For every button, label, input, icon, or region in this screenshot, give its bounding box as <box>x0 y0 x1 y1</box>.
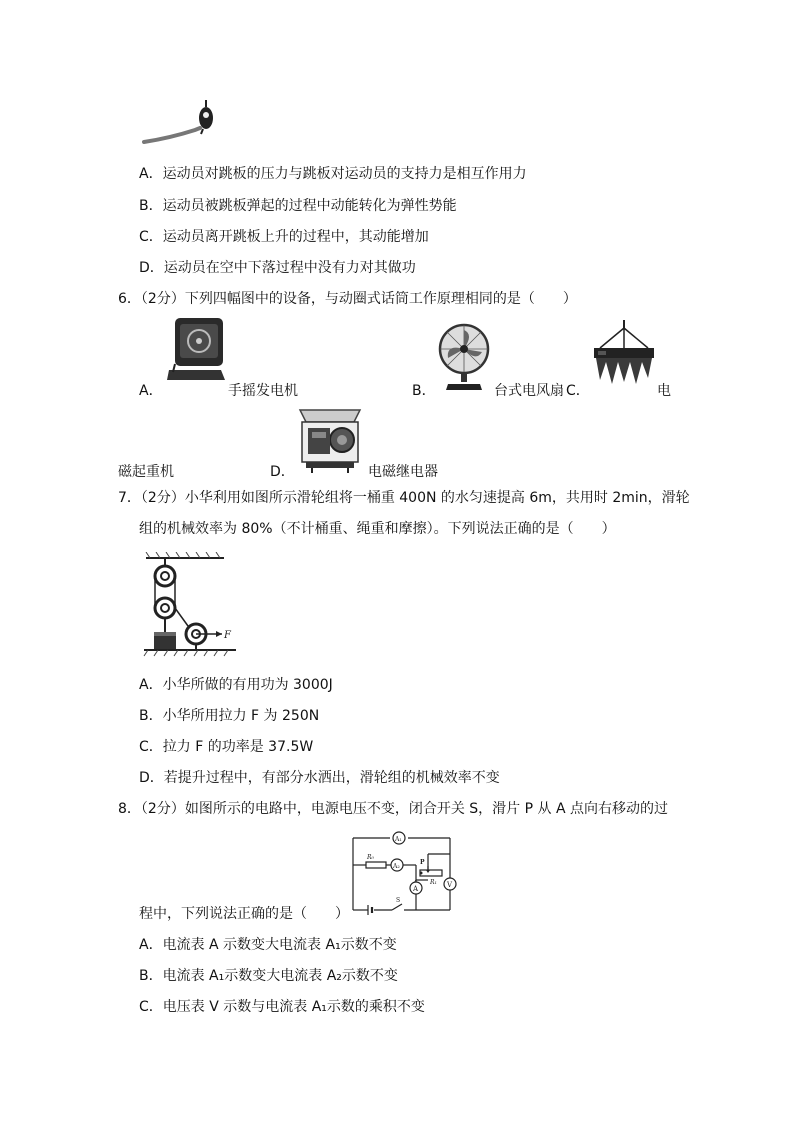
q6-option-c-caption-part1: 电 <box>657 383 671 399</box>
q6-option-b-caption: 台式电风扇 <box>494 383 564 399</box>
q6-option-d-caption: 电磁继电器 <box>368 464 438 480</box>
ammeter-a1-label: A₁ <box>395 836 402 843</box>
q7-option-c: C．拉力 F 的功率是 37.5W <box>139 739 314 755</box>
q7-option-b: B．小华所用拉力 F 为 250N <box>139 708 320 724</box>
circuit-diagram <box>350 830 462 916</box>
q8-option-b: B．电流表 A₁示数变大电流表 A₂示数不变 <box>139 968 398 984</box>
q5-option-d: D．运动员在空中下落过程中没有力对其做功 <box>139 260 416 276</box>
q8-option-a: A．电流表 A 示数变大电流表 A₁示数不变 <box>139 937 397 953</box>
hand-generator-image <box>163 316 227 386</box>
q5-option-b: B．运动员被跳板弹起的过程中动能转化为弹性势能 <box>139 198 457 214</box>
q6-stem: 6．（2分）下列四幅图中的设备，与动圈式话筒工作原理相同的是（ ） <box>118 291 577 307</box>
pulley-force-label: F <box>224 630 231 641</box>
voltmeter-v-label: V <box>447 881 453 889</box>
q6-option-c-caption-part2: 磁起重机 <box>118 464 174 480</box>
pulley-figure <box>140 552 250 658</box>
electromagnetic-crane-image <box>588 318 658 388</box>
springboard <box>144 128 200 142</box>
q6-option-a-caption: 手摇发电机 <box>228 383 298 399</box>
q7-stem-line1: 7．（2分）小华利用如图所示滑轮组将一桶重 400N 的水匀速提高 6m，共用时 2min，滑轮 <box>118 490 690 506</box>
relay-image <box>296 404 364 474</box>
q7-stem-line2: 组的机械效率为 80%（不计桶重、绳重和摩擦）。下列说法正确的是（ ） <box>139 521 616 537</box>
desk-fan-image <box>436 322 492 392</box>
q7-option-d: D．若提升过程中，有部分水洒出，滑轮组的机械效率不变 <box>139 770 500 786</box>
q7-option-a: A．小华所做的有用功为 3000J <box>139 677 333 693</box>
q8-option-c: C．电压表 V 示数与电流表 A₁示数的乘积不变 <box>139 999 425 1015</box>
slider-p-label: P <box>420 859 425 866</box>
ammeter-a2-label: A₂ <box>393 863 400 870</box>
q8-stem-line1: 8．（2分）如图所示的电路中，电源电压不变，闭合开关 S，滑片 P 从 A 点向右移动的过 <box>118 801 668 817</box>
ammeter-a-label: A <box>413 885 419 893</box>
q6-option-b-letter: B． <box>412 383 436 399</box>
q6-option-c-letter: C． <box>566 383 590 399</box>
resistor-r0-label: R₀ <box>367 854 374 861</box>
q6-option-d-letter: D． <box>270 464 295 480</box>
diver-figure <box>140 98 230 156</box>
switch-s-label: S <box>396 897 401 904</box>
q6-option-a-letter: A． <box>139 383 163 399</box>
q8-stem-line2: 程中，下列说法正确的是（ ） <box>139 906 349 922</box>
q5-option-c: C．运动员离开跳板上升的过程中，其动能增加 <box>139 229 429 245</box>
q5-option-a: A．运动员对跳板的压力与跳板对运动员的支持力是相互作用力 <box>139 166 527 182</box>
rheostat-r1-label: R₁ <box>430 879 437 886</box>
